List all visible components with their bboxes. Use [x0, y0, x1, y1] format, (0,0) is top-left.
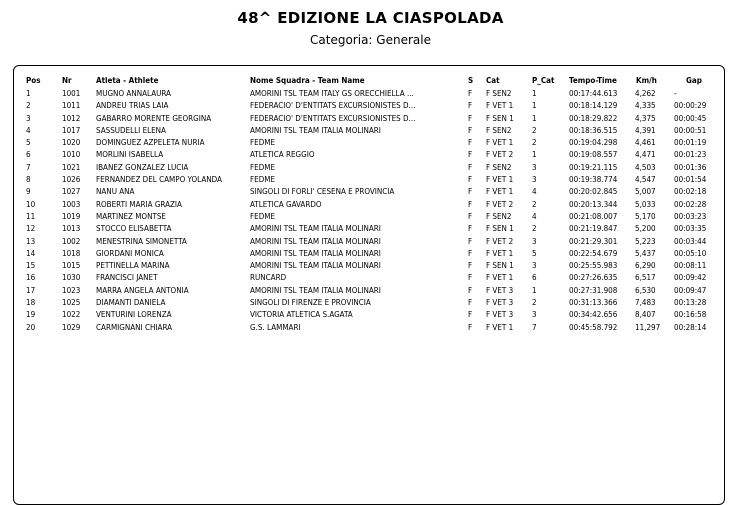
cell-sex: F: [468, 113, 473, 123]
cell-category-position: 2: [532, 138, 537, 148]
cell-bib-number: 1021: [62, 162, 81, 172]
cell-pos: 16: [26, 273, 36, 283]
cell-bib-number: 1003: [62, 199, 81, 209]
cell-pos: 3: [26, 113, 31, 123]
cell-bib-number: 1020: [62, 138, 81, 148]
cell-team-name: ATLETICA REGGIO: [250, 150, 315, 160]
cell-speed-kmh: 4,262: [635, 89, 656, 98]
cell-sex: F: [468, 89, 473, 98]
cell-category-position: 2: [532, 298, 537, 308]
cell-speed-kmh: 4,471: [635, 150, 656, 160]
cell-team-name: AMORINI TSL TEAM ITALIA MOLINARI: [250, 224, 381, 234]
cell-bib-number: 1029: [62, 322, 81, 332]
cell-pos: 19: [26, 310, 36, 320]
cell-category-position: 2: [532, 224, 537, 234]
cell-gap: 00:16:58: [674, 310, 707, 320]
cell-category: F VET 1: [486, 187, 514, 197]
table-row: [14, 237, 726, 249]
table-row: [14, 150, 726, 162]
cell-pos: 20: [26, 322, 36, 332]
cell-category: F VET 2: [486, 236, 514, 246]
cell-speed-kmh: 5,223: [635, 236, 656, 246]
cell-sex: F: [468, 125, 473, 135]
column-header-gap: Gap: [686, 76, 702, 85]
cell-team-name: AMORINI TSL TEAM ITALIA MOLINARI: [250, 125, 381, 135]
cell-category: F VET 1: [486, 273, 514, 283]
cell-athlete-name: MENESTRINA SIMONETTA: [96, 236, 187, 246]
cell-category: F VET 1: [486, 101, 514, 111]
cell-team-name: FEDME: [250, 211, 275, 221]
cell-speed-kmh: 6,290: [635, 261, 656, 271]
cell-team-name: AMORINI TSL TEAM ITALY GS ORECCHIELLA ...: [250, 89, 414, 98]
cell-athlete-name: MUGNO ANNALAURA: [96, 89, 171, 98]
table-row: [14, 200, 726, 212]
cell-time: 00:19:04.298: [569, 138, 618, 148]
cell-bib-number: 1019: [62, 211, 81, 221]
cell-bib-number: 1025: [62, 298, 81, 308]
cell-sex: F: [468, 322, 473, 332]
column-header-category: Cat: [486, 76, 500, 85]
cell-sex: F: [468, 248, 473, 258]
cell-athlete-name: SASSUDELLI ELENA: [96, 125, 166, 135]
table-row: [14, 126, 726, 138]
cell-team-name: VICTORIA ATLETICA S.AGATA: [250, 310, 353, 320]
cell-gap: 00:02:28: [674, 199, 707, 209]
cell-time: 00:21:29.301: [569, 236, 618, 246]
cell-bib-number: 1013: [62, 224, 81, 234]
cell-sex: F: [468, 175, 473, 185]
cell-speed-kmh: 5,033: [635, 199, 656, 209]
cell-athlete-name: FRANCISCI JANET: [96, 273, 158, 283]
column-header-time: Tempo-Time: [569, 76, 617, 85]
cell-bib-number: 1015: [62, 261, 81, 271]
cell-category-position: 1: [532, 150, 537, 160]
cell-speed-kmh: 11,297: [635, 322, 661, 332]
cell-pos: 5: [26, 138, 31, 148]
cell-pos: 9: [26, 187, 31, 197]
table-row: [14, 101, 726, 113]
cell-time: 00:20:13.344: [569, 199, 618, 209]
cell-category-position: 4: [532, 211, 537, 221]
cell-team-name: AMORINI TSL TEAM ITALIA MOLINARI: [250, 285, 381, 295]
cell-category: F VET 1: [486, 175, 514, 185]
cell-bib-number: 1030: [62, 273, 81, 283]
cell-speed-kmh: 4,335: [635, 101, 656, 111]
table-row: [14, 249, 726, 261]
cell-category: F VET 1: [486, 322, 514, 332]
table-row: [14, 175, 726, 187]
table-row: [14, 89, 726, 101]
cell-team-name: RUNCARD: [250, 273, 287, 283]
cell-pos: 8: [26, 175, 31, 185]
cell-category: F SEN2: [486, 162, 512, 172]
cell-team-name: G.S. LAMMARI: [250, 322, 301, 332]
cell-speed-kmh: 5,200: [635, 224, 656, 234]
column-header-speed-kmh: Km/h: [636, 76, 657, 85]
cell-time: 00:20:02.845: [569, 187, 618, 197]
cell-speed-kmh: 7,483: [635, 298, 656, 308]
cell-category-position: 6: [532, 273, 537, 283]
cell-speed-kmh: 5,437: [635, 248, 656, 258]
table-row: [14, 310, 726, 322]
cell-category-position: 5: [532, 248, 537, 258]
cell-gap: 00:08:11: [674, 261, 707, 271]
cell-sex: F: [468, 236, 473, 246]
cell-speed-kmh: 4,375: [635, 113, 656, 123]
cell-category-position: 1: [532, 89, 537, 98]
cell-category-position: 3: [532, 310, 537, 320]
cell-bib-number: 1017: [62, 125, 81, 135]
cell-athlete-name: GABARRO MORENTE GEORGINA: [96, 113, 212, 123]
results-table: [14, 76, 726, 335]
cell-speed-kmh: 8,407: [635, 310, 656, 320]
cell-time: 00:27:26.635: [569, 273, 618, 283]
cell-athlete-name: MARRA ANGELA ANTONIA: [96, 285, 189, 295]
cell-category-position: 7: [532, 322, 537, 332]
cell-gap: 00:00:29: [674, 101, 707, 111]
cell-category: F VET 3: [486, 310, 514, 320]
cell-athlete-name: STOCCO ELISABETTA: [96, 224, 172, 234]
cell-gap: 00:28:14: [674, 322, 707, 332]
table-row: [14, 286, 726, 298]
cell-athlete-name: FERNANDEZ DEL CAMPO YOLANDA: [96, 175, 222, 185]
cell-gap: 00:13:28: [674, 298, 707, 308]
cell-sex: F: [468, 199, 473, 209]
cell-category-position: 1: [532, 101, 537, 111]
cell-time: 00:21:19.847: [569, 224, 618, 234]
cell-time: 00:18:29.822: [569, 113, 618, 123]
cell-speed-kmh: 6,530: [635, 285, 656, 295]
cell-gap: 00:02:18: [674, 187, 707, 197]
table-row: [14, 114, 726, 126]
cell-team-name: AMORINI TSL TEAM ITALIA MOLINARI: [250, 248, 381, 258]
cell-bib-number: 1010: [62, 150, 81, 160]
cell-gap: 00:01:23: [674, 150, 707, 160]
cell-pos: 2: [26, 101, 31, 111]
cell-category-position: 3: [532, 162, 537, 172]
cell-gap: 00:00:45: [674, 113, 707, 123]
cell-gap: 00:09:47: [674, 285, 707, 295]
cell-time: 00:17:44.613: [569, 89, 618, 98]
cell-category: F SEN 1: [486, 261, 514, 271]
cell-sex: F: [468, 298, 473, 308]
cell-gap: 00:03:44: [674, 236, 707, 246]
cell-category: F VET 2: [486, 150, 514, 160]
cell-pos: 17: [26, 285, 36, 295]
table-row: [14, 273, 726, 285]
cell-gap: 00:05:10: [674, 248, 707, 258]
cell-athlete-name: MARTINEZ MONTSE: [96, 211, 166, 221]
cell-category: F VET 2: [486, 199, 514, 209]
cell-team-name: FEDERACIO' D'ENTITATS EXCURSIONISTES D...: [250, 113, 416, 123]
column-header-sex: S: [468, 76, 474, 85]
cell-bib-number: 1026: [62, 175, 81, 185]
cell-speed-kmh: 6,517: [635, 273, 656, 283]
table-row: [14, 163, 726, 175]
column-header-team-name: Nome Squadra - Team Name: [250, 76, 365, 85]
cell-pos: 11: [26, 211, 36, 221]
column-header-athlete-name: Atleta - Athlete: [96, 76, 159, 85]
cell-category: F VET 3: [486, 298, 514, 308]
cell-gap: 00:00:51: [674, 125, 707, 135]
cell-bib-number: 1002: [62, 236, 81, 246]
table-row: [14, 138, 726, 150]
cell-bib-number: 1018: [62, 248, 81, 258]
cell-team-name: SINGOLI DI FORLI' CESENA E PROVINCIA: [250, 187, 395, 197]
cell-pos: 14: [26, 248, 36, 258]
cell-pos: 7: [26, 162, 31, 172]
cell-athlete-name: VENTURINI LORENZA: [96, 310, 172, 320]
cell-team-name: FEDERACIO' D'ENTITATS EXCURSIONISTES D...: [250, 101, 416, 111]
cell-category: F VET 1: [486, 248, 514, 258]
cell-time: 00:22:54.679: [569, 248, 618, 258]
cell-sex: F: [468, 224, 473, 234]
cell-pos: 1: [26, 89, 31, 98]
cell-gap: 00:03:23: [674, 211, 707, 221]
cell-gap: 00:09:42: [674, 273, 707, 283]
column-header-bib-number: Nr: [62, 76, 72, 85]
cell-athlete-name: PETTINELLA MARINA: [96, 261, 170, 271]
cell-category-position: 2: [532, 199, 537, 209]
table-row: [14, 298, 726, 310]
cell-gap: 00:03:35: [674, 224, 707, 234]
cell-pos: 13: [26, 236, 36, 246]
results-frame: [13, 65, 725, 505]
cell-time: 00:34:42.656: [569, 310, 618, 320]
cell-pos: 6: [26, 150, 31, 160]
cell-sex: F: [468, 150, 473, 160]
cell-bib-number: 1027: [62, 187, 81, 197]
cell-category-position: 1: [532, 113, 537, 123]
cell-athlete-name: NANU ANA: [96, 187, 135, 197]
cell-time: 00:31:13.366: [569, 298, 618, 308]
cell-athlete-name: CARMIGNANI CHIARA: [96, 322, 173, 332]
cell-category: F SEN2: [486, 125, 512, 135]
cell-sex: F: [468, 273, 473, 283]
cell-time: 00:21:08.007: [569, 211, 618, 221]
cell-athlete-name: DOMINGUEZ AZPELETA NURIA: [96, 138, 205, 148]
cell-category: F VET 3: [486, 285, 514, 295]
cell-category: F SEN 1: [486, 113, 514, 123]
table-row: [14, 212, 726, 224]
cell-sex: F: [468, 211, 473, 221]
cell-bib-number: 1022: [62, 310, 81, 320]
cell-sex: F: [468, 310, 473, 320]
cell-time: 00:19:08.557: [569, 150, 618, 160]
column-header-category-position: P_Cat: [532, 76, 555, 85]
cell-category-position: 2: [532, 125, 537, 135]
cell-time: 00:25:55.983: [569, 261, 618, 271]
cell-time: 00:19:38.774: [569, 175, 618, 185]
cell-category: F SEN 1: [486, 224, 514, 234]
page-subtitle: Categoria: Generale: [310, 33, 431, 47]
cell-gap: 00:01:36: [674, 162, 707, 172]
cell-team-name: SINGOLI DI FIRENZE E PROVINCIA: [250, 298, 371, 308]
cell-bib-number: 1012: [62, 113, 81, 123]
cell-gap: -: [674, 89, 677, 98]
cell-category-position: 1: [532, 285, 537, 295]
cell-time: 00:19:21.115: [569, 162, 618, 172]
cell-category: F VET 1: [486, 138, 514, 148]
cell-team-name: FEDME: [250, 175, 275, 185]
cell-gap: 00:01:19: [674, 138, 707, 148]
cell-category: F SEN2: [486, 89, 512, 98]
cell-team-name: FEDME: [250, 138, 275, 148]
cell-time: 00:18:14.129: [569, 101, 618, 111]
page-title: 48^ EDIZIONE LA CIASPOLADA: [237, 9, 504, 27]
cell-sex: F: [468, 261, 473, 271]
cell-category: F SEN2: [486, 211, 512, 221]
cell-speed-kmh: 5,007: [635, 187, 656, 197]
cell-team-name: AMORINI TSL TEAM ITALIA MOLINARI: [250, 236, 381, 246]
cell-speed-kmh: 4,547: [635, 175, 656, 185]
cell-athlete-name: ROBERTI MARIA GRAZIA: [96, 199, 182, 209]
cell-athlete-name: IBANEZ GONZALEZ LUCIA: [96, 162, 189, 172]
cell-category-position: 3: [532, 261, 537, 271]
cell-bib-number: 1023: [62, 285, 81, 295]
cell-team-name: ATLETICA GAVARDO: [250, 199, 322, 209]
table-row: [14, 261, 726, 273]
cell-bib-number: 1011: [62, 101, 81, 111]
cell-time: 00:45:58.792: [569, 322, 618, 332]
cell-category-position: 3: [532, 175, 537, 185]
cell-sex: F: [468, 285, 473, 295]
cell-category-position: 4: [532, 187, 537, 197]
cell-athlete-name: GIORDANI MONICA: [96, 248, 164, 258]
cell-sex: F: [468, 162, 473, 172]
cell-pos: 4: [26, 125, 31, 135]
cell-team-name: FEDME: [250, 162, 275, 172]
table-row: [14, 323, 726, 335]
cell-athlete-name: ANDREU TRIAS LAIA: [96, 101, 169, 111]
cell-speed-kmh: 5,170: [635, 211, 656, 221]
table-row: [14, 224, 726, 236]
column-header-pos: Pos: [26, 76, 41, 85]
cell-sex: F: [468, 187, 473, 197]
table-row: [14, 187, 726, 199]
cell-speed-kmh: 4,461: [635, 138, 656, 148]
cell-gap: 00:01:54: [674, 175, 707, 185]
cell-pos: 15: [26, 261, 36, 271]
cell-pos: 18: [26, 298, 36, 308]
cell-bib-number: 1001: [62, 89, 81, 98]
cell-athlete-name: MORLINI ISABELLA: [96, 150, 164, 160]
cell-sex: F: [468, 138, 473, 148]
cell-sex: F: [468, 101, 473, 111]
cell-athlete-name: DIAMANTI DANIELA: [96, 298, 166, 308]
cell-time: 00:18:36.515: [569, 125, 618, 135]
table-header-row: [14, 76, 726, 89]
cell-time: 00:27:31.908: [569, 285, 618, 295]
cell-speed-kmh: 4,391: [635, 125, 656, 135]
cell-pos: 12: [26, 224, 36, 234]
cell-team-name: AMORINI TSL TEAM ITALIA MOLINARI: [250, 261, 381, 271]
cell-pos: 10: [26, 199, 36, 209]
cell-category-position: 3: [532, 236, 537, 246]
cell-speed-kmh: 4,503: [635, 162, 656, 172]
